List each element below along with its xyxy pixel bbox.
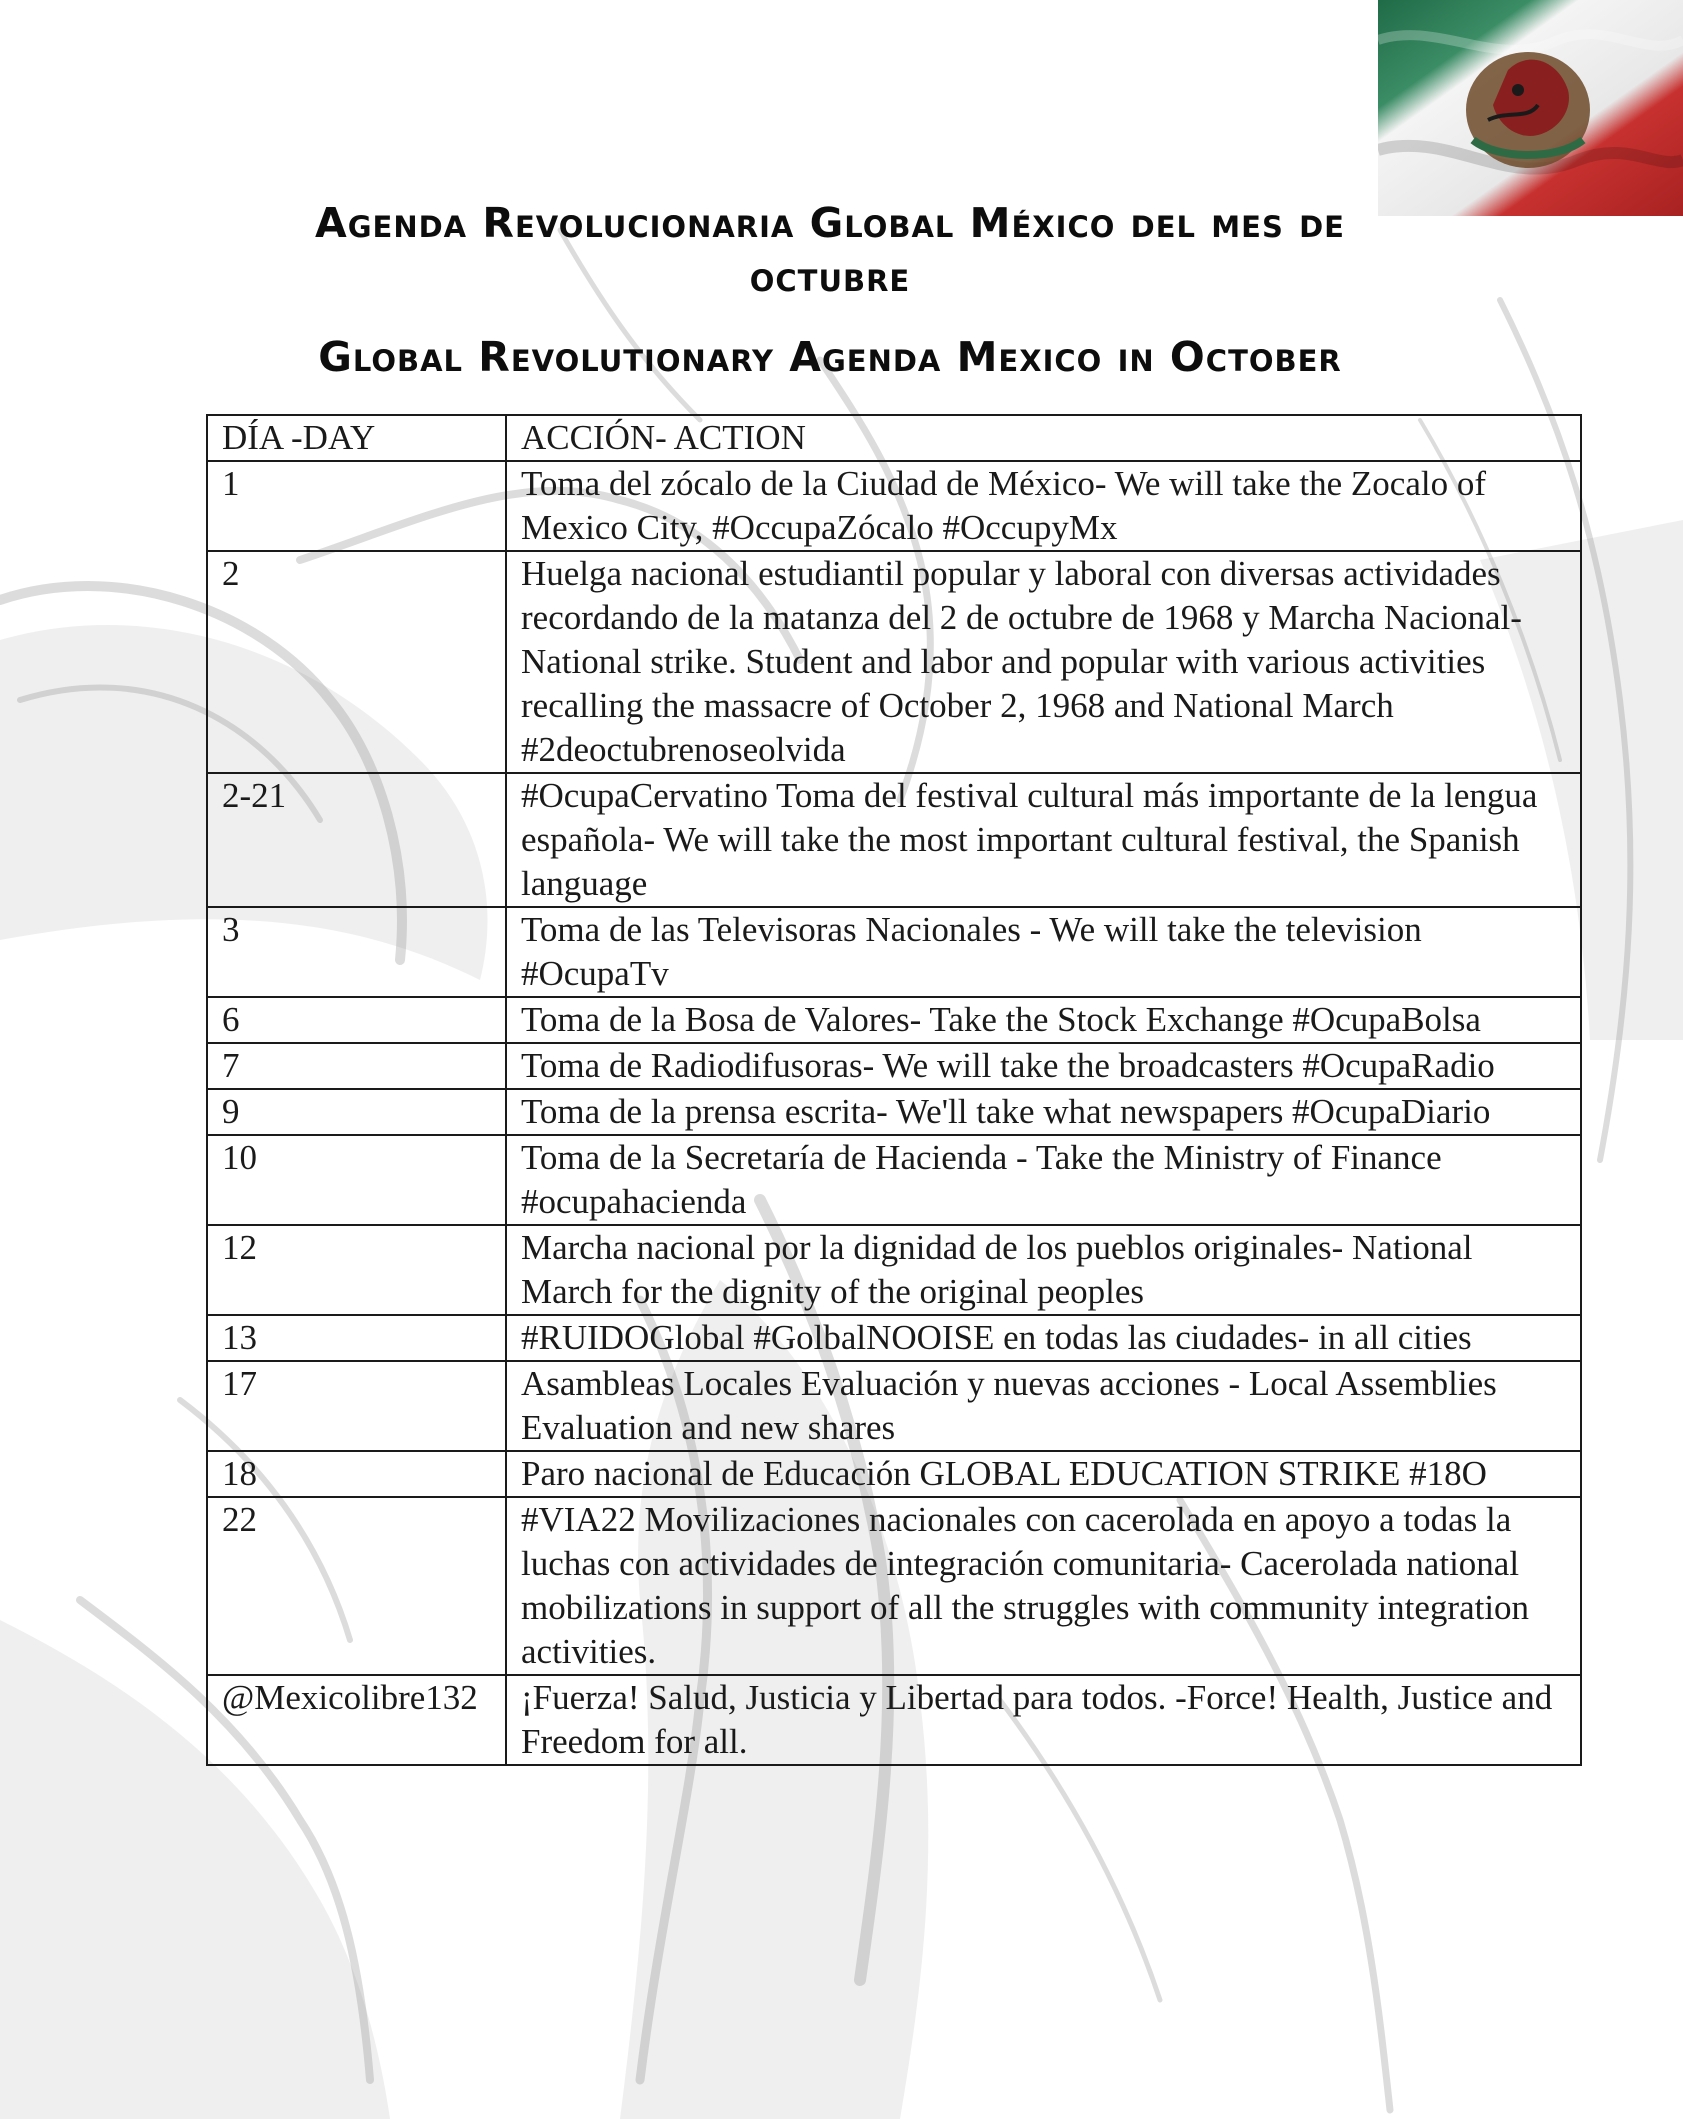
row-day: 2-21 xyxy=(207,773,506,907)
table-row xyxy=(207,461,1581,551)
row-day: 17 xyxy=(207,1361,506,1451)
row-action: #RUIDOGlobal #GolbalNOOISE en todas las ciudades- in all cities xyxy=(506,1315,1581,1361)
row-action: Toma de la prensa escrita- We'll take what newspapers #OcupaDiario xyxy=(506,1089,1581,1135)
table-row xyxy=(207,1135,1581,1225)
header-row xyxy=(207,415,1581,461)
row-day: 3 xyxy=(207,907,506,997)
row-day: 7 xyxy=(207,1043,506,1089)
row-action: Toma del zócalo de la Ciudad de México- We will take the Zocalo of Mexico City, #OccupaZócalo #OccupyMx xyxy=(506,461,1581,551)
row-day: 9 xyxy=(207,1089,506,1135)
row-day: 1 xyxy=(207,461,506,551)
title-english: Global Revolutionary Agenda Mexico in October xyxy=(318,333,1342,381)
row-day: 10 xyxy=(207,1135,506,1225)
row-action: Toma de Radiodifusoras- We will take the broadcasters #OcupaRadio xyxy=(506,1043,1581,1089)
agenda-table xyxy=(206,414,1582,1766)
row-action: Toma de la Bosa de Valores- Take the Stock Exchange #OcupaBolsa xyxy=(506,997,1581,1043)
table-row xyxy=(207,1043,1581,1089)
table-row xyxy=(207,1451,1581,1497)
table-row xyxy=(207,1225,1581,1315)
table-row xyxy=(207,1089,1581,1135)
row-day: 6 xyxy=(207,997,506,1043)
row-action: Toma de las Televisoras Nacionales - We will take the television #OcupaTv xyxy=(506,907,1581,997)
row-action: #OcupaCervatino Toma del festival cultural más importante de la lengua española- We will take the most important cultural festival, the Spanish language xyxy=(506,773,1581,907)
title-spanish: Agenda Revolucionaria Global México del mes de octubre xyxy=(314,199,1345,301)
row-action: Asambleas Locales Evaluación y nuevas acciones - Local Assemblies Evaluation and new shares xyxy=(506,1361,1581,1451)
row-action: Toma de la Secretaría de Hacienda - Take the Ministry of Finance #ocupahacienda xyxy=(506,1135,1581,1225)
row-action: Paro nacional de Educación GLOBAL EDUCATION STRIKE #18O xyxy=(506,1451,1581,1497)
row-day: 22 xyxy=(207,1497,506,1675)
table-row xyxy=(207,907,1581,997)
row-action: Huelga nacional estudiantil popular y laboral con diversas actividades recordando de la matanza del 2 de octubre de 1968 y Marcha Nacional- National strike. Student and labor and popular with various activities recalling the massacre of October 2, 1968 and National March #2deoctubrenoseolvida xyxy=(506,551,1581,773)
row-action: Marcha nacional por la dignidad de los pueblos originales- National March for the dignity of the original peoples xyxy=(506,1225,1581,1315)
header-action: ACCIÓN- ACTION xyxy=(506,415,1581,461)
document-header xyxy=(230,196,1430,384)
table-row xyxy=(207,1497,1581,1675)
row-day: 18 xyxy=(207,1451,506,1497)
table-row xyxy=(207,773,1581,907)
table-row xyxy=(207,551,1581,773)
row-day: 12 xyxy=(207,1225,506,1315)
table-row xyxy=(207,1675,1581,1765)
row-action: ¡Fuerza! Salud, Justicia y Libertad para todos. -Force! Health, Justice and Freedom for all. xyxy=(506,1675,1581,1765)
row-action: #VIA22 Movilizaciones nacionales con cacerolada en apoyo a todas la luchas con actividades de integración comunitaria- Cacerolada national mobilizations in support of all the struggles with community integration activities. xyxy=(506,1497,1581,1675)
row-day: 2 xyxy=(207,551,506,773)
table-row xyxy=(207,1361,1581,1451)
header-day: DÍA -DAY xyxy=(207,415,506,461)
table-row xyxy=(207,997,1581,1043)
mexican-flag-eagle-icon xyxy=(1378,0,1683,216)
row-day: 13 xyxy=(207,1315,506,1361)
row-day: @Mexicolibre132 xyxy=(207,1675,506,1765)
table-row xyxy=(207,1315,1581,1361)
